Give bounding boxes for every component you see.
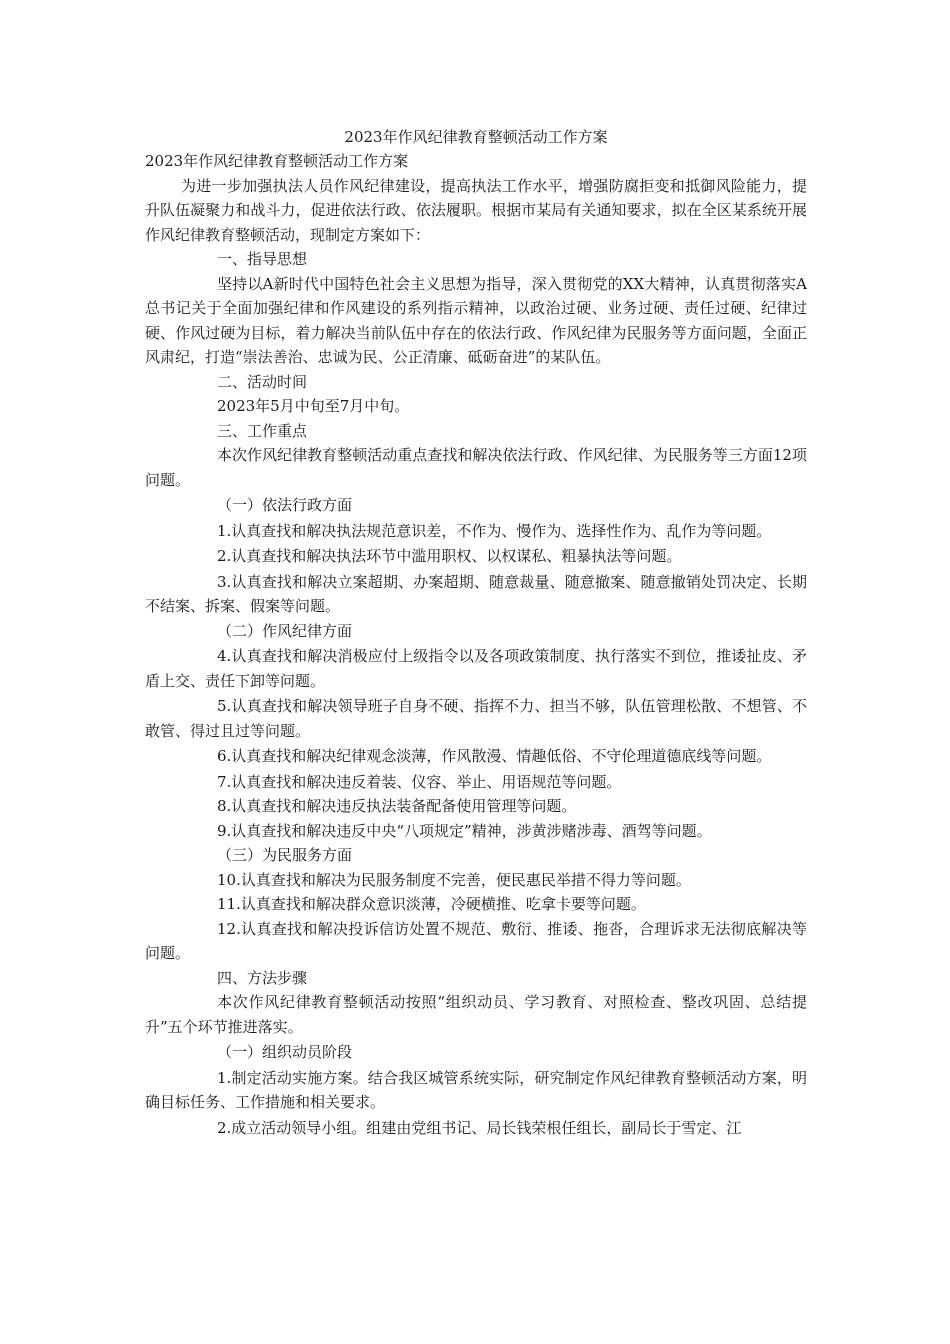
list-item-4: 4.认真查找和解决消极应付上级指令以及各项政策制度、执行落实不到位，推诿扯皮、矛盾上交、责任下卸等问题。 (145, 647, 807, 690)
list-item-1: 1.认真查找和解决执法规范意识差，不作为、慢作为、选择性作为、乱作为等问题。 (217, 521, 772, 540)
step-item-2: 2.成立活动领导小组。组建由党组书记、局长钱荣根任组长，副局长于雪定、江 (217, 1118, 742, 1137)
phase-heading-mobilization: （一）组织动员阶段 (217, 1043, 353, 1061)
list-item-9: 9.认真查找和解决违反中央“八项规定”精神，涉黄涉赌涉毒、酒驾等问题。 (217, 821, 712, 840)
list-item-7: 7.认真查找和解决违反着装、仪容、举止、用语规范等问题。 (217, 772, 622, 791)
list-item-10: 10.认真查找和解决为民服务制度不完善，便民惠民举措不得力等问题。 (217, 870, 691, 889)
section-body-activity-time: 2023年5月中旬至7月中旬。 (217, 397, 410, 415)
section-body-guiding-thought: 坚持以A新时代中国特色社会主义思想为指导，深入贯彻党的XX大精神，认真贯彻落实A总书记关于全面加强纪律和作风建设的系列指示精神，以政治过硬、业务过硬、责任过硬、纪律过硬、作风过硬为目标，着力解决当前队伍中存在的依法行政、作风纪律为民服务等方面问题，全面正风肃纪，打造“崇法善治、忠诚为民、公正清廉、砥砺奋进”的某队伍。 (145, 274, 807, 366)
section-heading-guiding-thought: 一、指导思想 (217, 250, 308, 268)
section-body-methods-steps: 本次作风纪律教育整顿活动按照“组织动员、学习教育、对照检查、整改巩固、总结提升”五个环节推进落实。 (145, 993, 807, 1036)
subsection-heading-work-style: （二）作风纪律方面 (217, 621, 353, 640)
step-item-1: 1.制定活动实施方案。结合我区城管系统实际，研究制定作风纪律教育整顿活动方案，明确目标任务、工作措施和相关要求。 (145, 1068, 807, 1111)
document-subtitle: 2023年作风纪律教育整顿活动工作方案 (145, 152, 409, 170)
list-item-12: 12.认真查找和解决投诉信访处置不规范、敷衍、推诿、拖沓，合理诉求无法彻底解决等问题。 (145, 919, 807, 962)
subsection-heading-legal-administration: （一）依法行政方面 (217, 496, 353, 514)
list-item-6: 6.认真查找和解决纪律观念淡薄，作风散漫、情趣低俗、不守伦理道德底线等问题。 (217, 747, 772, 765)
section-heading-methods-steps: 四、方法步骤 (217, 968, 308, 987)
section-heading-work-focus: 三、工作重点 (217, 421, 308, 440)
intro-paragraph: 为进一步加强执法人员作风纪律建设，提高执法工作水平，增强防腐拒变和抵御风险能力，提升队伍凝聚力和战斗力，促进依法行政、依法履职。根据市某局有关通知要求，拟在全区某系统开展作风纪律教育整顿活动，现制定方案如下： (145, 176, 807, 244)
subsection-heading-public-service: （三）为民服务方面 (217, 846, 353, 864)
list-item-3: 3.认真查找和解决立案超期、办案超期、随意裁量、随意撤案、随意撤销处罚决定、长期不结案、拆案、假案等问题。 (145, 572, 807, 615)
document-title: 2023年作风纪律教育整顿活动工作方案 (344, 128, 608, 146)
list-item-5: 5.认真查找和解决领导班子自身不硬、指挥不力、担当不够，队伍管理松散、不想管、不敢管、得过且过等问题。 (145, 697, 807, 740)
section-heading-activity-time: 二、活动时间 (217, 372, 308, 391)
document-page (145, 125, 807, 1140)
list-item-8: 8.认真查找和解决违反执法装备配备使用管理等问题。 (217, 797, 577, 815)
list-item-11: 11.认真查找和解决群众意识淡薄，冷硬横推、吃拿卡要等问题。 (217, 895, 646, 913)
section-body-work-focus: 本次作风纪律教育整顿活动重点查找和解决依法行政、作风纪律、为民服务等三方面12项问题。 (145, 446, 807, 489)
list-item-2: 2.认真查找和解决执法环节中滥用职权、以权谋私、粗暴执法等问题。 (217, 547, 682, 565)
